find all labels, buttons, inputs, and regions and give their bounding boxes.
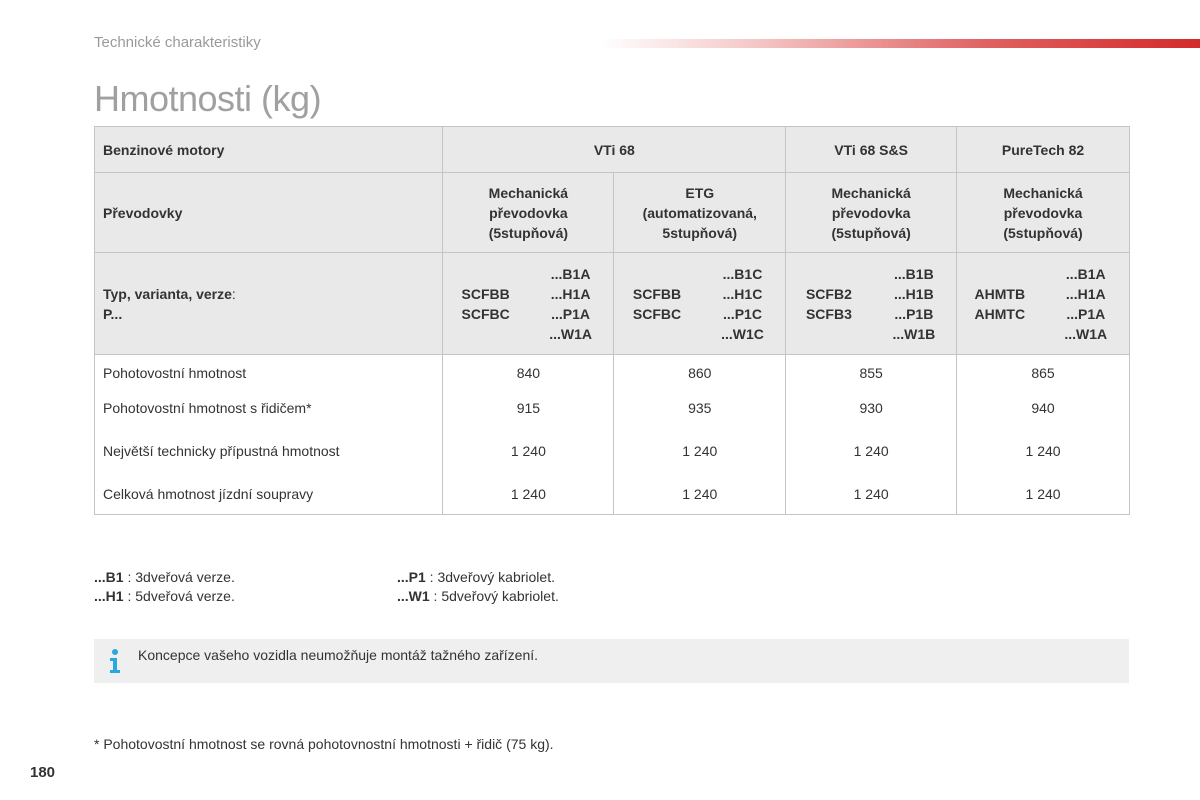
legend-item: ...P1 : 3dveřový kabriolet. xyxy=(397,569,555,585)
table-cell: 1 240 xyxy=(614,476,786,515)
table-row xyxy=(95,390,1130,426)
type-label: Typ, varianta, verze: P... xyxy=(95,253,443,355)
table-cell: 940 xyxy=(957,390,1130,426)
gearbox-header: Mechanická převodovka (5stupňová) xyxy=(443,173,614,253)
table-cell: 855 xyxy=(786,355,957,391)
type-variants: ...B1B ...H1B ...P1B ...W1B xyxy=(872,253,957,355)
legend-item: ...B1 : 3dveřová verze. xyxy=(94,569,235,585)
gearbox-header: ETG (automatizovaná, 5stupňová) xyxy=(614,173,786,253)
table-cell: 915 xyxy=(443,390,614,426)
table-cell: 1 240 xyxy=(443,476,614,515)
gearboxes-label: Převodovky xyxy=(95,173,443,253)
table-cell: 1 240 xyxy=(614,426,786,476)
table-cell: 930 xyxy=(786,390,957,426)
table-row xyxy=(95,476,1130,515)
type-row xyxy=(95,253,1130,355)
footnote: * Pohotovostní hmotnost se rovná pohotovnostní hmotnosti + řidič (75 kg). xyxy=(94,736,554,752)
info-icon xyxy=(108,647,122,675)
info-box xyxy=(94,639,1129,683)
table-cell: 1 240 xyxy=(443,426,614,476)
table-cell: 865 xyxy=(957,355,1130,391)
header-accent-bar xyxy=(600,39,1200,48)
info-text: Koncepce vašeho vozidla neumožňuje montáž tažného zařízení. xyxy=(138,647,539,663)
table-cell: 840 xyxy=(443,355,614,391)
legend-right xyxy=(397,568,559,606)
row-label: Pohotovostní hmotnost xyxy=(95,355,443,391)
table-cell: 860 xyxy=(614,355,786,391)
row-label: Největší technicky přípustná hmotnost xyxy=(95,426,443,476)
row-label: Pohotovostní hmotnost s řidičem* xyxy=(95,390,443,426)
table-row xyxy=(95,355,1130,391)
type-variants: ...B1A ...H1A ...P1A ...W1A xyxy=(1043,253,1130,355)
gearbox-header: Mechanická převodovka (5stupňová) xyxy=(786,173,957,253)
page-title: Hmotnosti (kg) xyxy=(94,78,322,119)
engine-row xyxy=(95,127,1130,173)
engines-label: Benzinové motory xyxy=(95,127,443,173)
section-label: Technické charakteristiky xyxy=(94,34,261,51)
gearbox-row xyxy=(95,173,1130,253)
table-cell: 1 240 xyxy=(957,426,1130,476)
engine-header: VTi 68 xyxy=(443,127,786,173)
engine-header: PureTech 82 xyxy=(957,127,1130,173)
gearbox-header: Mechanická převodovka (5stupňová) xyxy=(957,173,1130,253)
type-variants: ...B1A ...H1A ...P1A ...W1A xyxy=(528,253,614,355)
type-codes: SCFBB SCFBC xyxy=(614,253,700,355)
legend-left xyxy=(94,568,235,606)
type-codes: AHMTB AHMTC xyxy=(957,253,1043,355)
legend-item: ...W1 : 5dveřový kabriolet. xyxy=(397,588,559,604)
engine-header: VTi 68 S&S xyxy=(786,127,957,173)
page-number: 180 xyxy=(30,764,56,781)
legend-item: ...H1 : 5dveřová verze. xyxy=(94,588,235,604)
type-codes: SCFBB SCFBC xyxy=(443,253,528,355)
table-cell: 1 240 xyxy=(786,476,957,515)
table-cell: 1 240 xyxy=(786,426,957,476)
row-label: Celková hmotnost jízdní soupravy xyxy=(95,476,443,515)
weights-table xyxy=(94,126,1130,515)
table-cell: 935 xyxy=(614,390,786,426)
type-variants: ...B1C ...H1C ...P1C ...W1C xyxy=(700,253,786,355)
table-row xyxy=(95,426,1130,476)
type-codes: SCFB2 SCFB3 xyxy=(786,253,872,355)
table-cell: 1 240 xyxy=(957,476,1130,515)
